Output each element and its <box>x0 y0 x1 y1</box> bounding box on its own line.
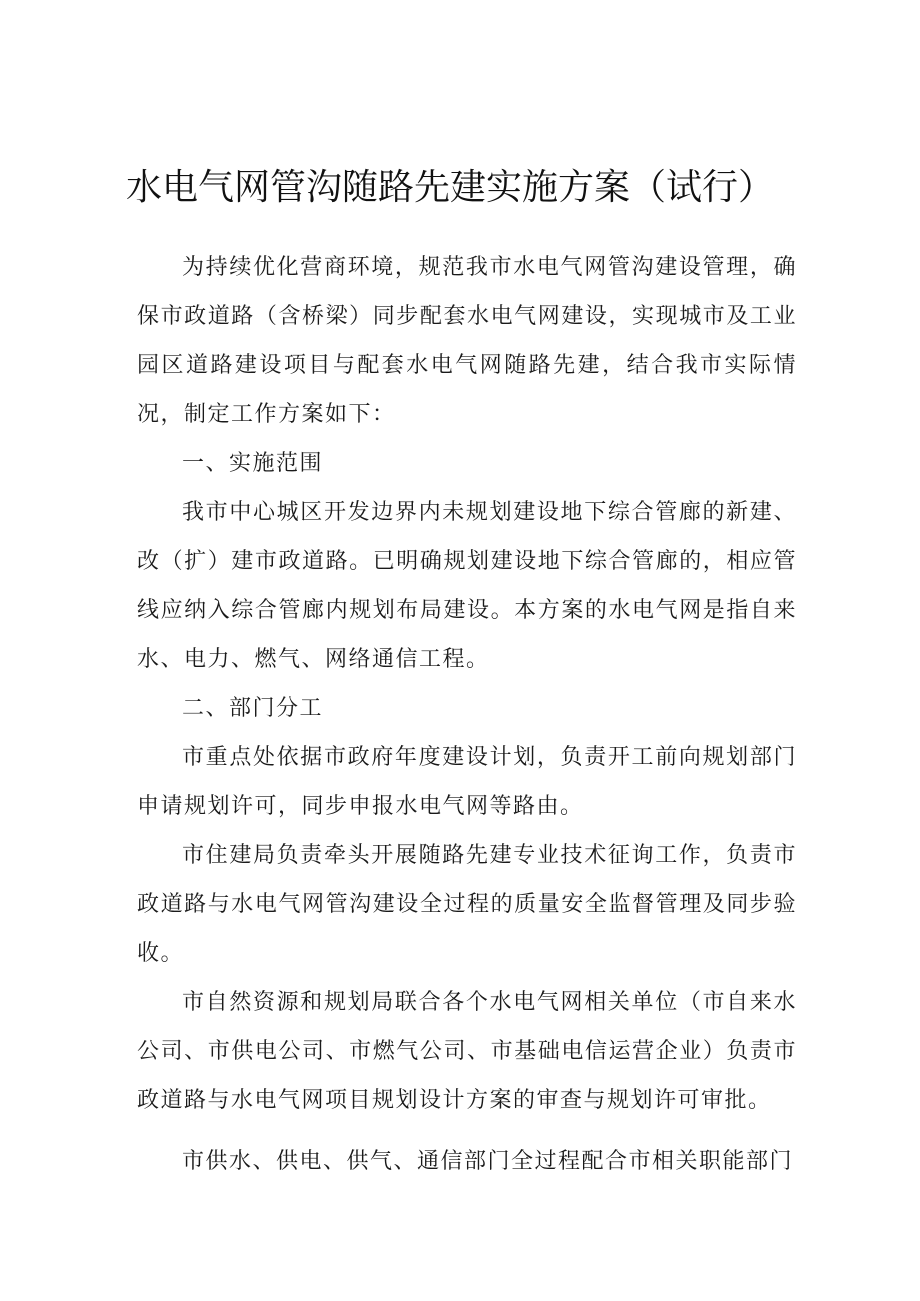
document-body <box>137 243 797 1186</box>
intro-paragraph: 为持续优化营商环境，规范我市水电气网管沟建设管理，确保市政道路（含桥梁）同步配套水电气网建设，实现城市及工业园区道路建设项目与配套水电气网随路先建，结合我市实际情况，制定工作方案如下： <box>137 255 797 427</box>
division-paragraph-housing-bureau: 市住建局负责牵头开展随路先建专业技术征询工作，负责市政道路与水电气网管沟建设全过程的质量安全监督管理及同步验收。 <box>137 843 797 966</box>
scope-paragraph: 我市中心城区开发边界内未规划建设地下综合管廊的新建、改（扩）建市政道路。已明确规划建设地下综合管廊的，相应管线应纳入综合管廊内规划布局建设。本方案的水电气网是指自来水、电力、燃气、网络通信工程。 <box>137 500 797 672</box>
division-paragraph-planning-bureau: 市自然资源和规划局联合各个水电气网相关单位（市自来水公司、市供电公司、市燃气公司、市基础电信运营企业）负责市政道路与水电气网项目规划设计方案的审查与规划许可审批。 <box>137 990 797 1113</box>
section-heading-scope: 一、实施范围 <box>182 451 324 476</box>
division-paragraph-key-office: 市重点处依据市政府年度建设计划，负责开工前向规划部门申请规划许可，同步申报水电气网等路由。 <box>137 745 797 819</box>
section-heading-division: 二、部门分工 <box>182 696 324 721</box>
document-title: 水电气网管沟随路先建实施方案（试行） <box>125 167 774 208</box>
division-paragraph-utilities: 市供水、供电、供气、通信部门全过程配合市相关职能部门 <box>182 1149 794 1174</box>
